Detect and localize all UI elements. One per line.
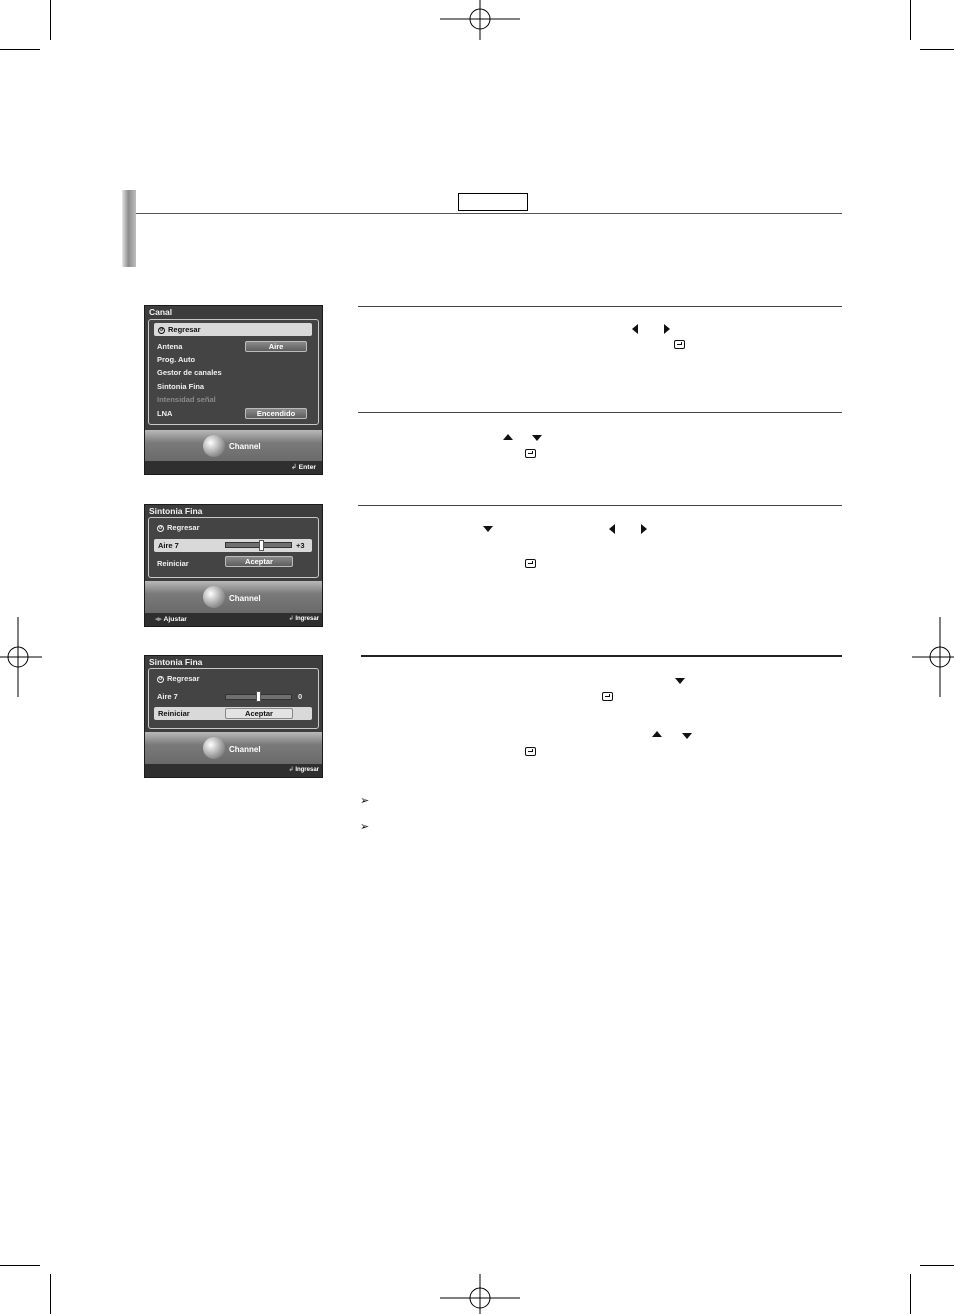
menu-item-sintonia[interactable]: Sintonia Fina [157, 382, 205, 391]
menu-footer [145, 461, 322, 474]
channel-banner [145, 430, 322, 462]
accept-button[interactable]: Aceptar [225, 556, 293, 567]
channel-banner [145, 732, 322, 764]
down-arrow-icon [675, 678, 685, 684]
step-rule [358, 412, 842, 413]
enter-icon [602, 692, 613, 701]
menu-item-prog-auto[interactable]: Prog. Auto [157, 355, 196, 364]
canal-menu-screenshot [144, 305, 323, 475]
registration-mark [440, 0, 520, 40]
globe-icon [203, 435, 225, 457]
menu-title: Sintonia Fina [149, 506, 203, 516]
lna-value[interactable]: Encendido [245, 408, 307, 419]
channel-label[interactable]: Aire 7 [157, 692, 178, 701]
return-icon: ↺ [158, 675, 163, 682]
crop-mark [910, 0, 911, 40]
menu-panel [148, 319, 319, 425]
note-arrow-icon: ➢ [360, 795, 370, 807]
enter-hint [289, 615, 319, 622]
fine-tune-menu-reset [144, 655, 323, 778]
section-header-bar [122, 190, 136, 267]
menu-title: Canal [149, 307, 173, 317]
channel-banner [145, 581, 322, 613]
enter-icon [674, 340, 685, 349]
crop-mark [0, 1265, 40, 1266]
menu-title: Sintonia Fina [149, 657, 203, 667]
channel-label: Aire 7 [158, 541, 179, 550]
menu-item-label: Regresar [168, 325, 201, 334]
language-tab-box [458, 193, 528, 211]
adjust-hint [155, 615, 187, 623]
section-header-rule [136, 213, 842, 214]
menu-item-regresar[interactable] [154, 323, 312, 336]
accept-button[interactable]: Aceptar [225, 708, 293, 719]
crop-mark [50, 1274, 51, 1314]
step-rule [358, 306, 842, 307]
enter-icon [525, 559, 536, 568]
return-icon: ↺ [158, 524, 163, 531]
adjust-hint-label: Ajustar [163, 616, 187, 623]
channel-value: 0 [298, 692, 303, 701]
menu-item-lna[interactable]: LNA [157, 409, 173, 418]
step-rule [361, 655, 842, 657]
crop-mark [920, 1265, 954, 1266]
return-icon: ↺ [159, 326, 164, 333]
enter-hint-icon: ↲ [291, 464, 297, 471]
enter-hint-label: Ingresar [295, 616, 319, 622]
antena-value[interactable]: Aire [245, 341, 307, 352]
menu-item-intensidad: Intensidad señal [157, 395, 216, 404]
enter-hint-label: Ingresar [295, 767, 319, 773]
menu-item-regresar[interactable] [157, 523, 200, 532]
step-rule [358, 505, 842, 506]
menu-footer [145, 764, 322, 777]
menu-panel [148, 668, 319, 729]
down-arrow-icon [682, 733, 692, 739]
registration-mark [912, 617, 954, 697]
menu-footer [145, 613, 322, 626]
right-arrow-icon [641, 524, 647, 534]
left-arrow-icon [632, 324, 638, 334]
menu-item-antena[interactable]: Antena [157, 342, 183, 351]
up-arrow-icon [652, 731, 662, 737]
enter-hint-label: Enter [298, 464, 316, 471]
registration-mark [0, 617, 42, 697]
note-arrow-icon: ➢ [360, 821, 370, 833]
reset-label: Reiniciar [158, 709, 190, 718]
globe-icon [203, 737, 225, 759]
registration-mark [440, 1274, 520, 1314]
menu-item-regresar[interactable] [157, 674, 200, 683]
menu-item-gestor[interactable]: Gestor de canales [157, 368, 222, 377]
menu-item-label: Regresar [167, 523, 200, 532]
banner-label: Channel [229, 745, 261, 754]
channel-value: +3 [296, 541, 305, 550]
banner-label: Channel [229, 594, 261, 603]
crop-mark [910, 1274, 911, 1314]
slider-knob[interactable] [259, 540, 264, 551]
left-right-icon: ◂▸ [155, 616, 162, 623]
enter-hint-icon: ↲ [288, 616, 294, 622]
menu-panel [148, 517, 319, 578]
fine-tune-menu-adjust [144, 504, 323, 627]
banner-label: Channel [229, 442, 261, 451]
down-arrow-icon [532, 435, 542, 441]
globe-icon [203, 586, 225, 608]
up-arrow-icon [503, 434, 513, 440]
crop-mark [50, 0, 51, 40]
menu-item-label: Regresar [167, 674, 200, 683]
enter-icon [525, 449, 536, 458]
left-arrow-icon [609, 524, 615, 534]
crop-mark [920, 49, 954, 50]
enter-hint [291, 463, 316, 471]
enter-icon [525, 747, 536, 756]
down-arrow-icon [483, 526, 493, 532]
menu-item-reiniciar[interactable]: Reiniciar [157, 559, 189, 568]
right-arrow-icon [664, 324, 670, 334]
slider-knob[interactable] [256, 691, 261, 702]
enter-hint [289, 766, 319, 773]
crop-mark [0, 49, 40, 50]
enter-hint-icon: ↲ [288, 767, 294, 773]
